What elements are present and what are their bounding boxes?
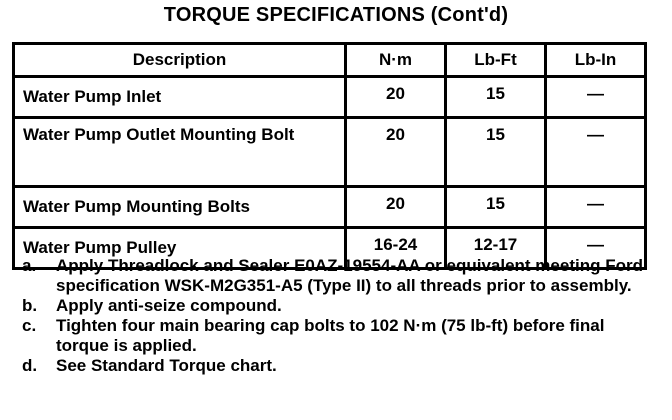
row-lbin: —: [546, 228, 646, 269]
row-lbft: 15: [446, 187, 546, 228]
footnote-item: [22, 316, 652, 356]
page-title: TORQUE SPECIFICATIONS (Cont'd): [163, 4, 509, 26]
header-nm: N·m: [346, 44, 446, 77]
footnote-item: [22, 296, 652, 316]
row-nm: 16-24: [346, 228, 446, 269]
footnote-item: [22, 356, 652, 376]
row-lbin: —: [546, 77, 646, 118]
footnote-text: Tighten four main bearing cap bolts to 102 N·m (75 lb-ft) before final torque is applied.: [56, 316, 605, 355]
footnote-marker: a.: [22, 256, 37, 275]
row-nm: 20: [346, 187, 446, 228]
row-lbin: —: [546, 118, 646, 187]
table-row: [14, 77, 646, 118]
table-row: [14, 187, 646, 228]
header-lbin: Lb-In: [546, 44, 646, 77]
header-lbft: Lb-Ft: [446, 44, 546, 77]
row-nm: 20: [346, 118, 446, 187]
row-description: Water Pump Inlet: [14, 77, 346, 118]
table-row: [14, 118, 646, 187]
row-lbft: 15: [446, 118, 546, 187]
torque-spec-table: [12, 42, 647, 270]
footnote-marker: c.: [22, 316, 37, 335]
footnote-item: [22, 256, 652, 296]
footnote-marker: b.: [22, 296, 38, 315]
row-description: Water Pump Mounting Bolts: [14, 187, 346, 228]
row-lbin: —: [546, 187, 646, 228]
row-lbft: 12-17: [446, 228, 546, 269]
row-lbft: 15: [446, 77, 546, 118]
footnote-text: Apply Threadlock and Sealer E0AZ-19554-AA or equivalent meeting Ford specification WSK-M2G351-A5 (Type II) to all threads prior to assembly.: [56, 256, 643, 295]
footnote-text: See Standard Torque chart.: [56, 356, 277, 375]
table-header-row: [14, 44, 646, 77]
row-description: Water Pump Pulley: [14, 228, 346, 269]
header-description: Description: [14, 44, 346, 77]
footnote-marker: d.: [22, 356, 38, 375]
row-nm: 20: [346, 77, 446, 118]
footnotes: [22, 256, 652, 376]
footnote-text: Apply anti-seize compound.: [56, 296, 282, 315]
row-description: Water Pump Outlet Mounting Bolt: [14, 118, 346, 187]
